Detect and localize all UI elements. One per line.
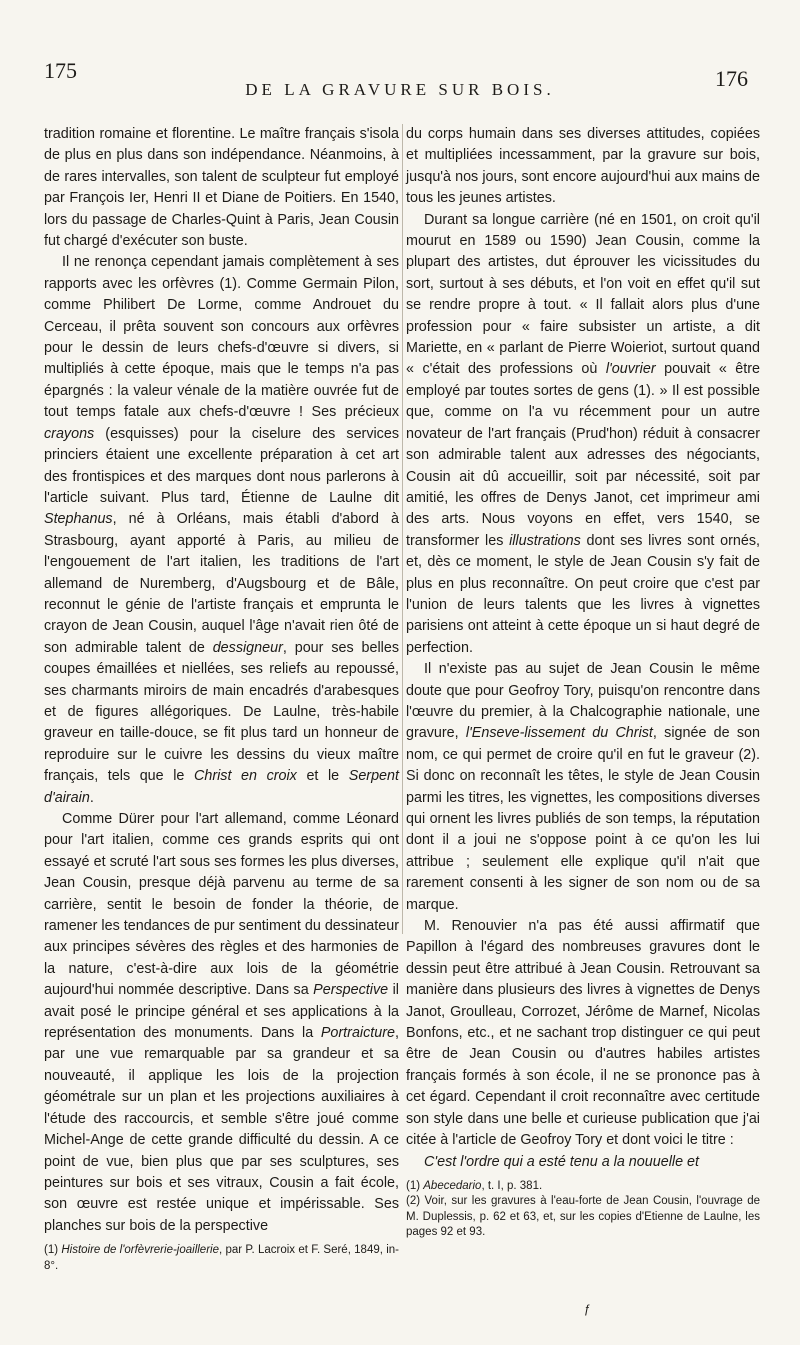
page-number-left: 175 (44, 58, 77, 83)
right-column (406, 124, 760, 1241)
right-paragraph-3: Il n'existe pas au sujet de Jean Cousin le même doute que pour Geofroy Tory, puisqu'on rencontre dans l'œuvre du premier, à la Chalcographie nationale, une gravure, l'Enseve-lissement du Christ, signée de son nom, ce qui permet de croire qu'il en fut le graveur (2). Si donc on reconnaît les têtes, le style de Jean Cousin parmi les titres, les vignettes, les compositions diverses qui ornent les livres publiés de son temps, la réputation dont il a joui ne s'oppose point à ce qu'on les lui attribue ; seulement elle explique qu'il n'ait que rarement consenti à les signer de son nom ou de sa marque. (406, 661, 761, 913)
right-paragraph-1: du corps humain dans ses diverses attitudes, copiées et multipliées incessamment, par la gravure sur bois, jusqu'à nos jours, sont encore aujourd'hui aux mains de tous les jeunes artistes. (406, 126, 760, 207)
running-head: DE LA GRAVURE SUR BOIS. (245, 80, 555, 99)
left-footnote-1: (1) Histoire de l'orfèvrerie-joaillerie, par P. Lacroix et F. Seré, 1849, in-8°. (44, 1244, 399, 1272)
right-paragraph-5: C'est l'ordre qui a esté tenu a la nouuelle et (424, 1153, 699, 1170)
right-footnote-2: (2) Voir, sur les gravures à l'eau-forte de Jean Cousin, l'ouvrage de M. Duplessis, p. 62 et 63, et, sur les copies d'Etienne de Laulne, les pages 92 et 93. (406, 1195, 760, 1239)
left-paragraph-1: tradition romaine et florentine. Le maître français s'isola de plus en plus dans son indépendance. Néanmoins, à de rares intervalles, son talent de sculpteur fut employé par François Ier, Henri II et Diane de Poitiers. En 1540, lors du passage de Charles-Quint à Paris, Jean Cousin fut chargé d'exécuter son buste. (44, 126, 399, 250)
column-divider (402, 124, 403, 934)
left-column (44, 124, 399, 1274)
page-number-right: 176 (715, 66, 748, 91)
right-footnotes (406, 1179, 760, 1241)
left-paragraph-3: Comme Dürer pour l'art allemand, comme Léonard pour l'art italien, comme ces grands esprits qui ont essayé et scruté l'art sous ses formes les plus diverses, Jean Cousin, presque déjà parvenu au terme de sa carrière, sentit le besoin de fonder la théorie, de ramener les tendances de pur sentiment du dessinateur aux principes sévères des règles et des harmonies de la nature, c'est-à-dire aux lois de la géométrie aujourd'hui nommée descriptive. Dans sa Perspective il avait posé le principe général et ses applications à la représentation des monuments. Dans la Portraicture, par une vue remarquable par sa grandeur et sa nouveauté, il applique les lois de la projection géométrale sur un plan et les projections auxiliaires à l'étude des raccourcis, et semble s'être joué comme Michel-Ange de cette grande difficulté du dessin. A ce point de vue, bien plus que par ses sculptures, ses peintures sur bois et ses vitraux, Cousin a fait école, son œuvre est restée unique et impérissable. Ses planches sur bois de la perspective (44, 811, 399, 1234)
right-footnote-1: (1) Abecedario, t. I, p. 381. (406, 1179, 543, 1192)
page-mark: ƒ (584, 1302, 591, 1316)
right-paragraph-4: M. Renouvier n'a pas été aussi affirmatif que Papillon à l'égard des nombreuses gravures dont le dessin peut être attribué à Jean Cousin. Retrouvant sa manière dans plusieurs des livres à vignettes de Denys Janot, Groulleau, Corrozet, Jérôme de Marnef, Nicolas Bonfons, etc., et ne sachant trop distinguer ce qui peut être de Jean Cousin ou d'autres habiles artistes français formés à son école, il ne se prononce pas à cet égard. Cependant il croit reconnaître avec certitude son style dans une belle et curieuse publication que j'ai citée à l'article de Geofroy Tory et dont voici le titre : (406, 918, 760, 1149)
left-paragraph-2: Il ne renonça cependant jamais complètement à ses rapports avec les orfèvres (1). Comme Germain Pilon, comme Philibert De Lorme, comme Androuet du Cerceau, il prêta souvent son concours aux orfèvres pour le dessin de leurs chefs-d'œuvre si divers, si multipliés à cette époque, mais que le temps n'a pas épargnés : la valeur vénale de la matière ouvrée fut de tout temps fatale aux chefs-d'œuvre ! Ses précieux crayons (esquisses) pour la ciselure des services princiers étaient une excellente préparation à cet art des frontispices et des marques dont nous parlerons à l'article suivant. Plus tard, Étienne de Laulne dit Stephanus, né à Orléans, mais établi d'abord à Strasbourg, ayant apporté à Paris, au milieu de l'engouement de l'art italien, les traditions de l'art allemand de Nuremberg, d'Augsbourg et de Bâle, reconnut le génie de l'artiste français et emprunta le crayon de Jean Cousin, auquel l'âge n'avait rien ôté de son admirable talent de dessigneur, pour ses belles coupes émaillées et niellées, ses reliefs au repoussé, ses charmants miroirs de main encadrés d'arabesques et de figures allégoriques. De Laulne, très-habile graveur en taille-douce, se fit plus tard un honneur de reproduire sur le cuivre les dessins du vieux maître français, tels que le Christ en croix et le Serpent d'airain. (44, 254, 399, 806)
right-paragraph-2: Durant sa longue carrière (né en 1501, on croit qu'il mourut en 1589 ou 1590) Jean Cousin, comme la plupart des artistes, dut éprouver les vicissitudes du sort, surtout à ses débuts, et l'on voit en effet qu'il sut se rendre propre à tout. « Il fallait alors plus d'une profession pour « faire subsister un artiste, a dit Mariette, en « parlant de Pierre Woieriot, surtout quand « c'était des professions où l'ouvrier pouvait « être employé par toutes sortes de gens (1). » Il est possible que, comme on l'a vu récemment pour un autre novateur de l'art français (Prud'hon) réduit à consacrer son admirable talent aux adresses des négociants, Cousin ait dû accueillir, soit par nécessité, soit par amitié, les offres de Denys Janot, cet imprimeur ami des arts. Nous voyons en effet, vers 1540, se transformer les illustrations dont ses livres sont ornés, et, dès ce moment, le style de Jean Cousin s'y fait de plus en plus reconnaître. On peut croire que c'est par l'union de leurs talents que les livres à vignettes parisiens ont atteint à cette époque un si haut degré de perfection. (406, 211, 760, 656)
left-footnotes (44, 1243, 399, 1274)
